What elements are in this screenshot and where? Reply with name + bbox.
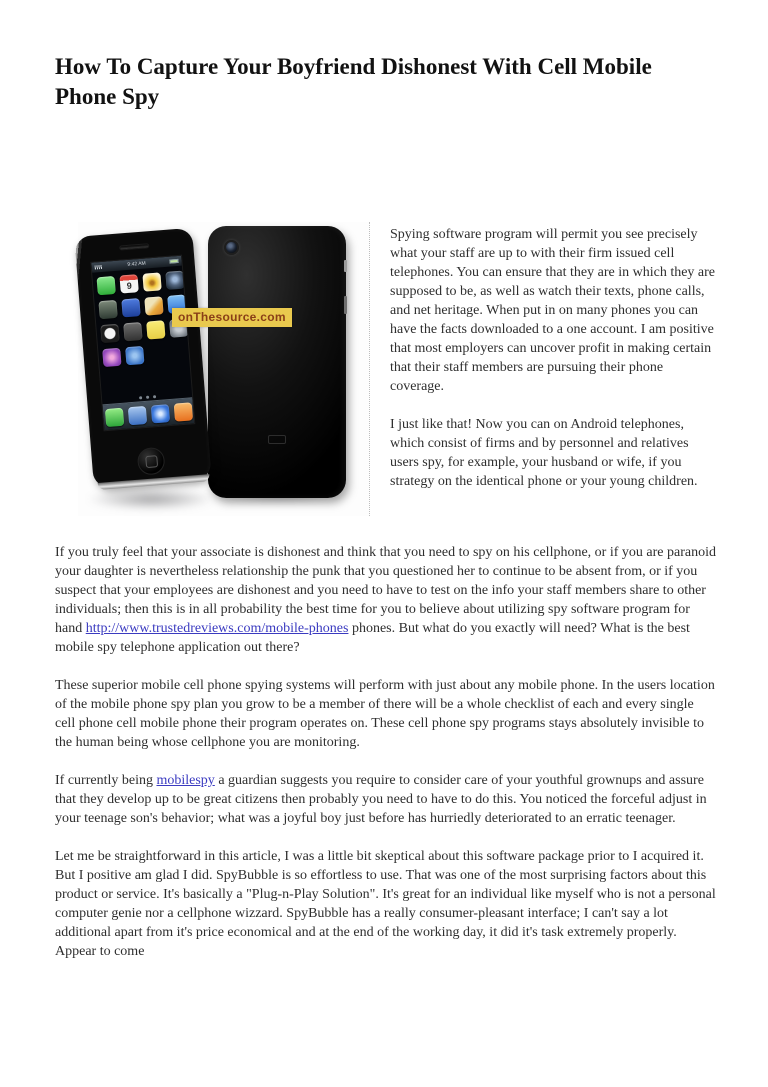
mail-icon (127, 405, 146, 424)
watermark-badge: onThesource.com (172, 308, 292, 327)
camera-icon (165, 271, 184, 290)
stocks-icon (121, 298, 140, 317)
body-paragraph: These superior mobile cell phone spying systems will perform with just about any mobile phone. In the users location of the mobile phone spy plan you grow to be a member of there will be a whole checklist of each and every single cell phone cell mobile phone their program operates on. These cell phone spy programs stays absolutely invisible to the human being whose cellphone you are monitoring. (55, 678, 715, 750)
ipod-icon (173, 402, 192, 421)
paragraph-text: If currently being (55, 773, 157, 788)
itunes-icon (102, 348, 121, 367)
trustedreviews-link[interactable]: http://www.trustedreviews.com/mobile-phones (85, 621, 349, 636)
home-button-icon (137, 447, 166, 476)
signal-icon (95, 265, 103, 270)
dock (103, 397, 195, 430)
body-paragraph (55, 771, 717, 828)
calculator-icon (123, 322, 142, 341)
intro-paragraph: I just like that! Now you can on Android telephones, which consist of firms and by personnel and relatives users spy, for example, your husband or wife, if you strategy on the identical phone or your young children. (390, 417, 698, 489)
article-body (55, 543, 717, 961)
iphone-product-image (78, 222, 370, 516)
clock-icon (100, 324, 119, 343)
body-paragraph (55, 543, 717, 657)
mobilespy-link[interactable]: mobilespy (156, 773, 215, 788)
app-store-icon (125, 346, 144, 365)
iphone-front-view (74, 228, 211, 488)
paragraph-text: If you truly feel that your associate is dishonest and think that you need to spy on his cellphone, or if you are paranoid your daughter is nevertheless relationship the punk that you questioned her to continue to be absent from, or if you suspect that your employees are dishonest and you need to have to test on the info your staff members share to other individuals; then this is in all probability the best time for you to believe about utilizing spy software program for hand (55, 545, 716, 636)
regulatory-label (268, 435, 286, 444)
iphone-back-view (208, 226, 346, 498)
calendar-icon (119, 274, 138, 293)
intro-text-column (390, 222, 715, 516)
phone-icon (104, 407, 123, 426)
side-button (344, 260, 347, 272)
calendar-day: 9 (126, 281, 133, 292)
battery-icon (169, 259, 178, 264)
youtube-icon (98, 300, 117, 319)
earpiece-speaker (119, 243, 149, 250)
iphone-screen (90, 255, 195, 432)
photos-icon (142, 272, 161, 291)
front-phone-reflection (86, 488, 216, 510)
volume-button (344, 296, 347, 314)
intro-paragraph: Spying software program will permit you see precisely what your staff are up to with their firm issued cell telephones. You can ensure that they are in which they are supposed to be, as well as watch their texts, phone calls, and net heritage. When put in on many phones you can have the facts downloaded to a one account. I am positive that most employers can uncover profit in making certain that their staff members are pursuing their phone coverage. (390, 227, 716, 394)
body-paragraph: Let me be straightforward in this article, I was a little bit skeptical about this software package prior to I acquired it. But I positive am glad I did. SpyBubble is so effortless to use. That was one of the most surprising factors about this product or service. It's basically a "Plug-n-Play Solution". It's great for an individual like myself who is not a personal computer genie nor a cellphone wizzard. SpyBubble has a really consumer-pleasant interface; I can't say a lot additional apart from it's price economical and at the end of the working day, it did it's task extremely properly. Appear to come (55, 849, 716, 959)
maps-icon (144, 296, 163, 315)
status-time: 9:42 AM (127, 260, 147, 268)
notes-icon (146, 320, 165, 339)
paragraph-text: a guardian suggests you require to consider care of your youthful grownups and assure that they develop up to be great citizens then probably you need to have to do this. You noticed the forceful adjust in your teenage son's behavior; what was a joyful boy just before has hurriedly deteriorated to an erratic teenager. (55, 773, 707, 826)
safari-icon (150, 404, 169, 423)
content-row (78, 222, 715, 516)
page-title: How To Capture Your Boyfriend Dishonest With Cell Mobile Phone Spy (55, 54, 652, 109)
paragraph-text: phones. But what do you exactly will need? What is the best mobile spy telephone application out there? (55, 621, 690, 655)
messages-icon (97, 276, 116, 295)
camera-lens-icon (224, 240, 239, 255)
